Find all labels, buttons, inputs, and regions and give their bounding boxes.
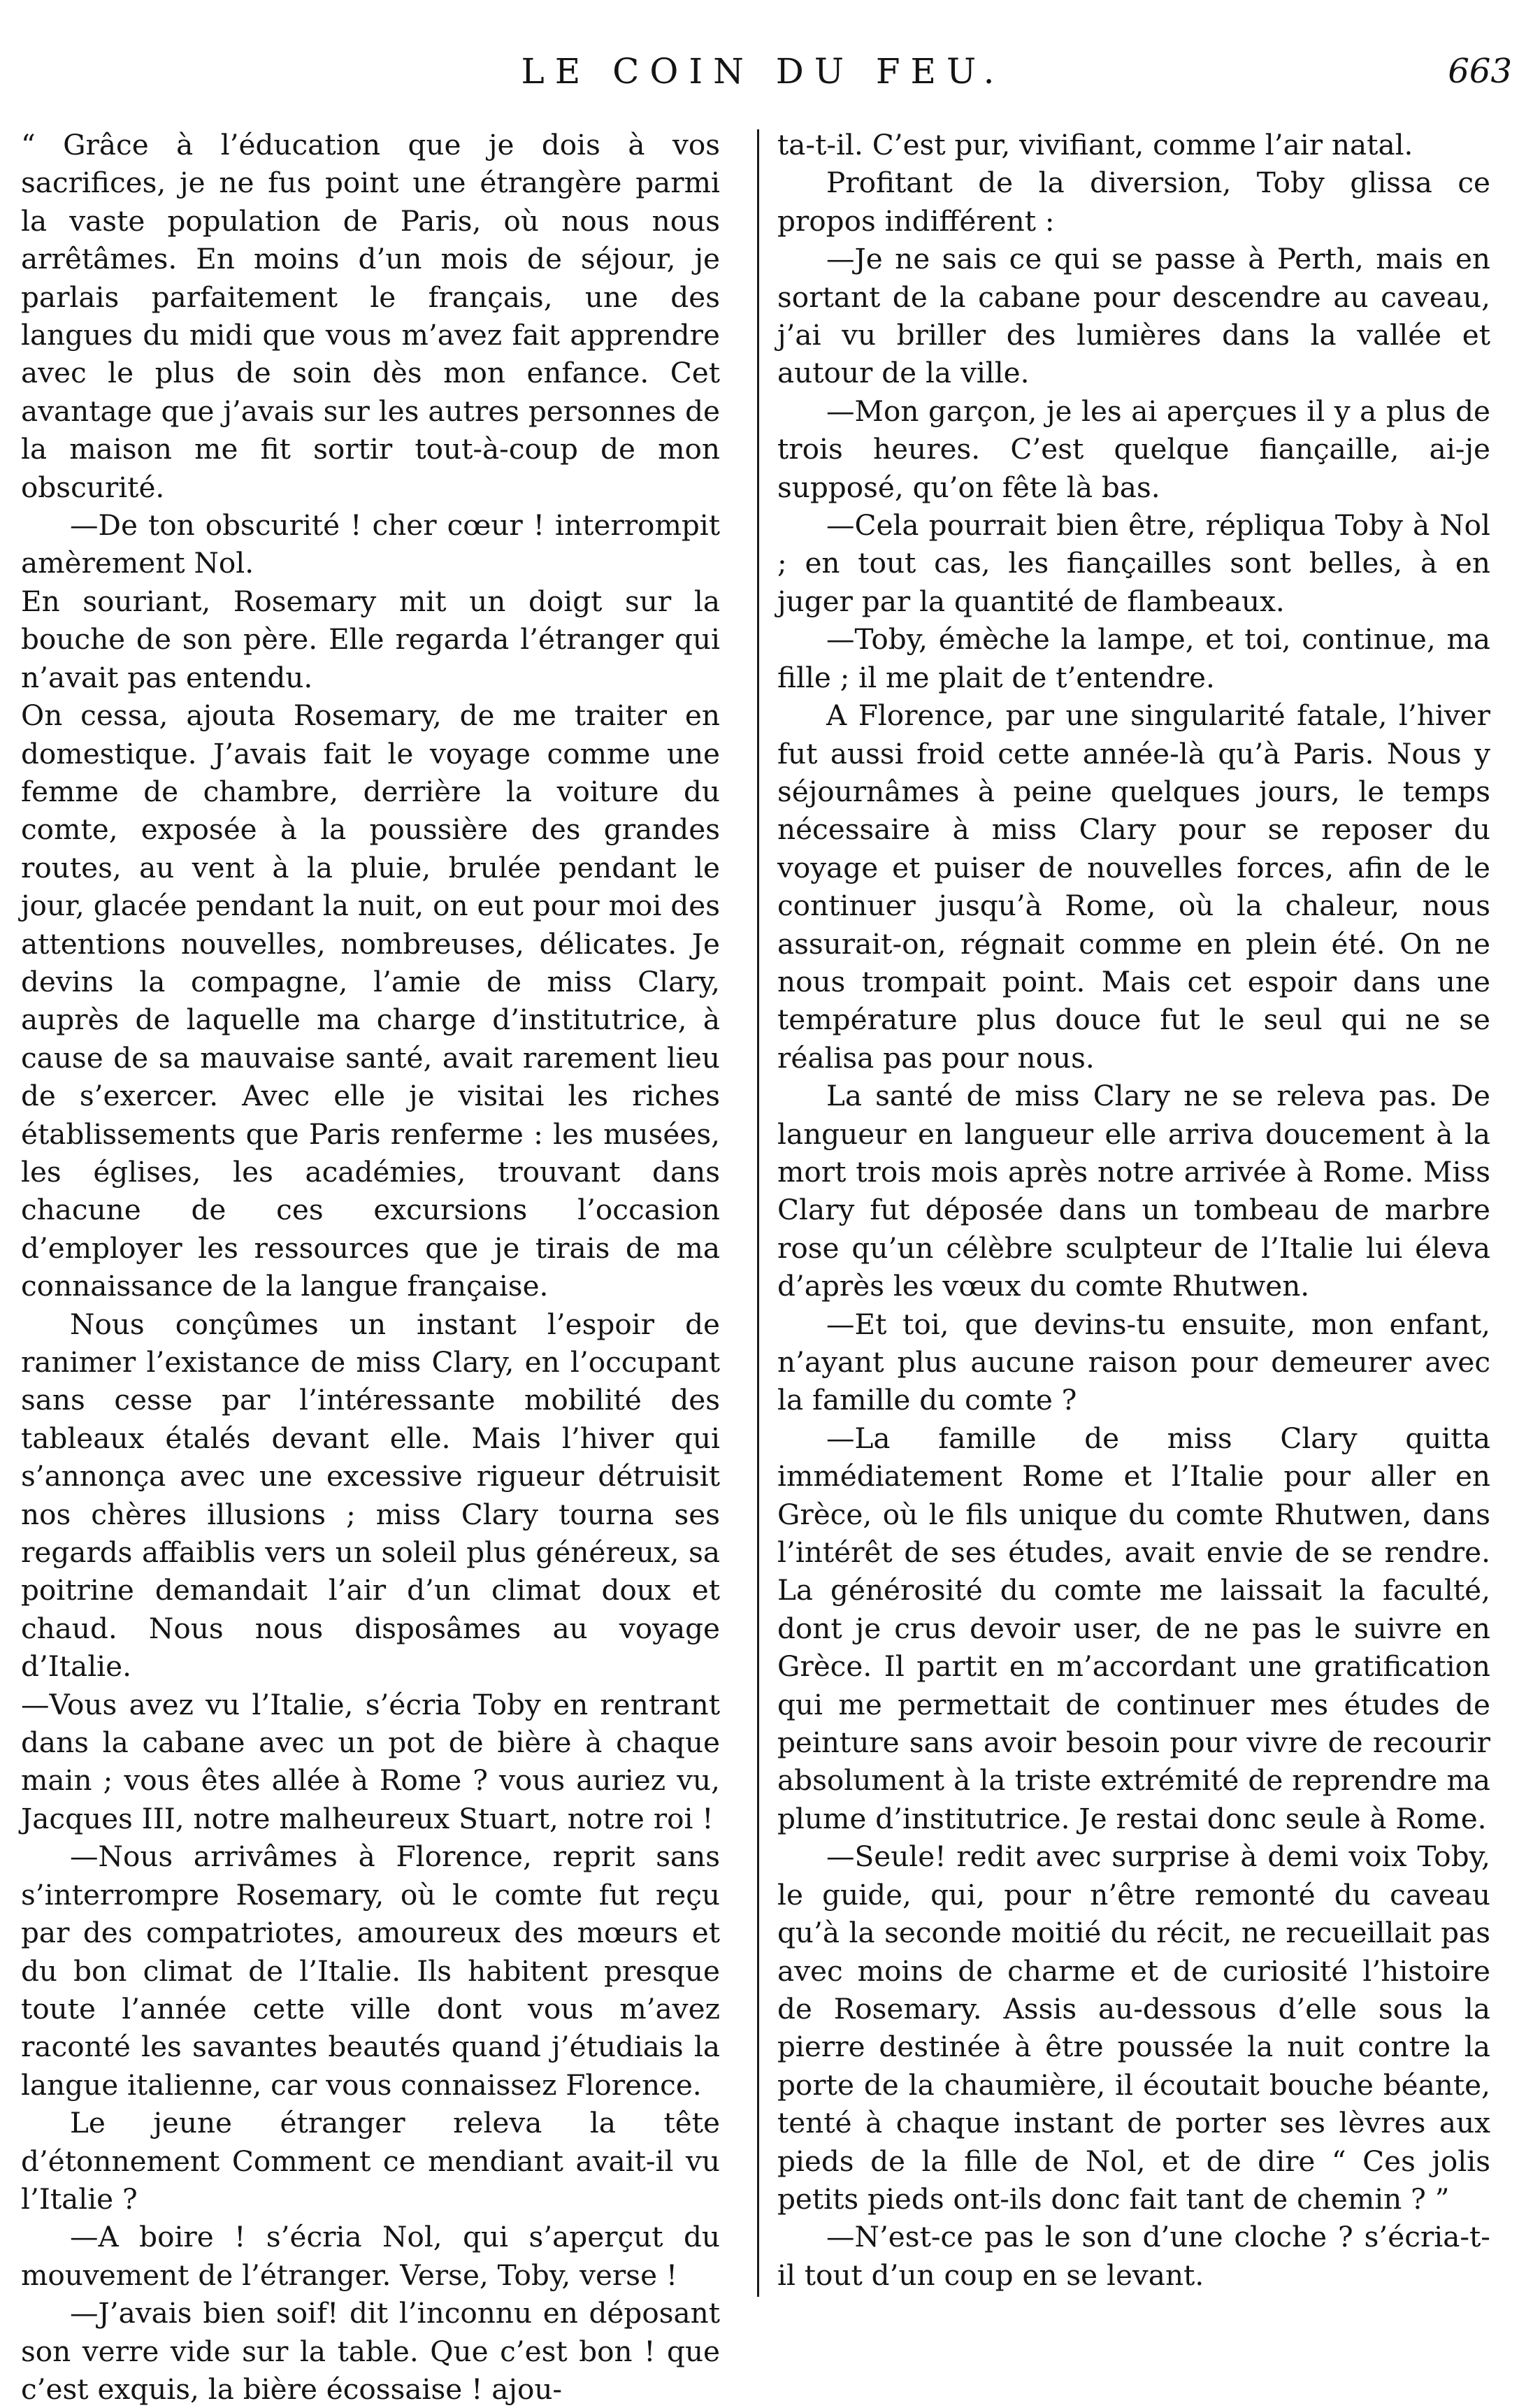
- paragraph: Profitant de la diversion, Toby glissa ce propos indifférent :: [777, 166, 1490, 238]
- paragraph: —De ton obscurité ! cher cœur ! interrompit amèrement Nol.: [21, 508, 720, 580]
- paragraph: —Je ne sais ce qui se passe à Perth, mais en sortant de la cabane pour descendre au caveau, j’ai vu briller des lumières dans la vallée et autour de la ville.: [777, 242, 1490, 390]
- paragraph: A Florence, par une singularité fatale, l’hiver fut aussi froid cette année-là qu’à Paris. Nous y séjournâmes à peine quelques jours, le temps nécessaire à miss Clary pour se reposer du voyage et puiser de nouvelles forces, afin de le continuer jusqu’à Rome, où la chaleur, nous assurait-on, régnait comme en plein été. On ne nous trompait point. Mais cet espoir dans une température plus douce fut le seul qui ne se réalisa pas pour nous.: [777, 698, 1490, 1075]
- running-title: LE COIN DU FEU.: [521, 51, 1005, 92]
- paragraph: —Toby, émèche la lampe, et toi, continue, ma fille ; il me plait de t’entendre.: [777, 622, 1490, 694]
- paragraph: —Seule! redit avec surprise à demi voix Toby, le guide, qui, pour n’être remonté du caveau qu’à la seconde moitié du récit, ne recueillait pas avec moins de charme et de curiosité l’histoire de Rosemary. Assis au-dessous d’elle sous la pierre destinée à être poussée la nuit contre la porte de la chaumière, il écoutait bouche béante, tenté à chaque instant de porter ses lèvres aux pieds de la fille de Nol, et de dire “ Ces jolis petits pieds ont-ils donc fait tant de chemin ? ”: [777, 1840, 1490, 2216]
- page-header: [0, 43, 1526, 99]
- paragraph: “ Grâce à l’éducation que je dois à vos sacrifices, je ne fus point une étrangère parmi la vaste population de Paris, où nous nous arrêtâmes. En moins d’un mois de séjour, je parlais parfaitement le français, une des langues du midi que vous m’avez fait apprendre avec le plus de soin dès mon enfance. Cet avantage que j’avais sur les autres personnes de la maison me fit sortir tout-à-coup de mon obscurité.: [21, 128, 720, 504]
- paragraph: —A boire ! s’écria Nol, qui s’aperçut du mouvement de l’étranger. Verse, Toby, verse !: [21, 2220, 720, 2292]
- paragraph: En souriant, Rosemary mit un doigt sur la bouche de son père. Elle regarda l’étranger qui n’avait pas entendu.: [21, 584, 720, 694]
- column-divider: [757, 129, 759, 2297]
- left-column: [21, 126, 720, 2408]
- paragraph: —Cela pourrait bien être, répliqua Toby à Nol ; en tout cas, les fiançailles sont belles, à en juger par la quantité de flambeaux.: [777, 508, 1490, 618]
- page-number: 663: [1448, 52, 1512, 91]
- paragraph: —Et toi, que devins-tu ensuite, mon enfant, n’ayant plus aucune raison pour demeurer avec la famille du comte ?: [777, 1307, 1490, 1417]
- paragraph: La santé de miss Clary ne se releva pas. De langueur en langueur elle arriva doucement à la mort trois mois après notre arrivée à Rome. Miss Clary fut déposée dans un tombeau de marbre rose qu’un célèbre sculpteur de l’Italie lui éleva d’après les vœux du comte Rhutwen.: [777, 1079, 1490, 1303]
- paragraph: Nous conçûmes un instant l’espoir de ranimer l’existance de miss Clary, en l’occupant sans cesse par l’intéressante mobilité des tableaux étalés devant elle. Mais l’hiver qui s’annonça avec une excessive rigueur détruisit nos chères illusions ; miss Clary tourna ses regards affaiblis vers un soleil plus généreux, sa poitrine demandait l’air d’un climat doux et chaud. Nous nous disposâmes au voyage d’Italie.: [21, 1307, 720, 1684]
- paragraph: —La famille de miss Clary quitta immédiatement Rome et l’Italie pour aller en Grèce, où le fils unique du comte Rhutwen, dans l’intérêt de ses études, avait envie de se rendre. La générosité du comte me laissait la faculté, dont je crus devoir user, de ne pas le suivre en Grèce. Il partit en m’accordant une gratification qui me permettait de continuer mes études de peinture sans avoir besoin pour vivre de recourir absolument à la triste extrémité de reprendre ma plume d’institutrice. Je restai donc seule à Rome.: [777, 1421, 1490, 1835]
- paragraph: Le jeune étranger releva la tête d’étonnement Comment ce mendiant avait-il vu l’Italie ?: [21, 2106, 720, 2216]
- paragraph: —Nous arrivâmes à Florence, reprit sans s’interrompre Rosemary, où le comte fut reçu par des compatriotes, amoureux des mœurs et du bon climat de l’Italie. Ils habitent presque toute l’année cette ville dont vous m’avez raconté les savantes beautés quand j’étudiais la langue italienne, car vous connaissez Florence.: [21, 1840, 720, 2102]
- paragraph: —Mon garçon, je les ai aperçues il y a plus de trois heures. C’est quelque fiançaille, ai-je supposé, qu’on fête là bas.: [777, 394, 1490, 504]
- paragraph: —N’est-ce pas le son d’une cloche ? s’écria-t-il tout d’un coup en se levant.: [777, 2220, 1490, 2292]
- paragraph: On cessa, ajouta Rosemary, de me traiter en domestique. J’avais fait le voyage comme une femme de chambre, derrière la voiture du comte, exposée à la poussière des grandes routes, au vent à la pluie, brulée pendant le jour, glacée pendant la nuit, on eut pour moi des attentions nouvelles, nombreuses, délicates. Je devins la compagne, l’amie de miss Clary, auprès de laquelle ma charge d’institutrice, à cause de sa mauvaise santé, avait rarement lieu de s’exercer. Avec elle je visitai les riches établissements que Paris renferme : les musées, les églises, les académies, trouvant dans chacune de ces excursions l’occasion d’employer les ressources que je tirais de ma connaissance de la langue française.: [21, 698, 720, 1303]
- paragraph: —J’avais bien soif! dit l’inconnu en déposant son verre vide sur la table. Que c’est bon ! que c’est exquis, la bière écossaise ! ajou-: [21, 2296, 720, 2406]
- paragraph: ta-t-il. C’est pur, vivifiant, comme l’air natal.: [777, 128, 1413, 162]
- paragraph: —Vous avez vu l’Italie, s’écria Toby en rentrant dans la cabane avec un pot de bière à chaque main ; vous êtes allée à Rome ? vous auriez vu, Jacques III, notre malheureux Stuart, notre roi !: [21, 1687, 720, 1835]
- right-column: [777, 126, 1490, 2294]
